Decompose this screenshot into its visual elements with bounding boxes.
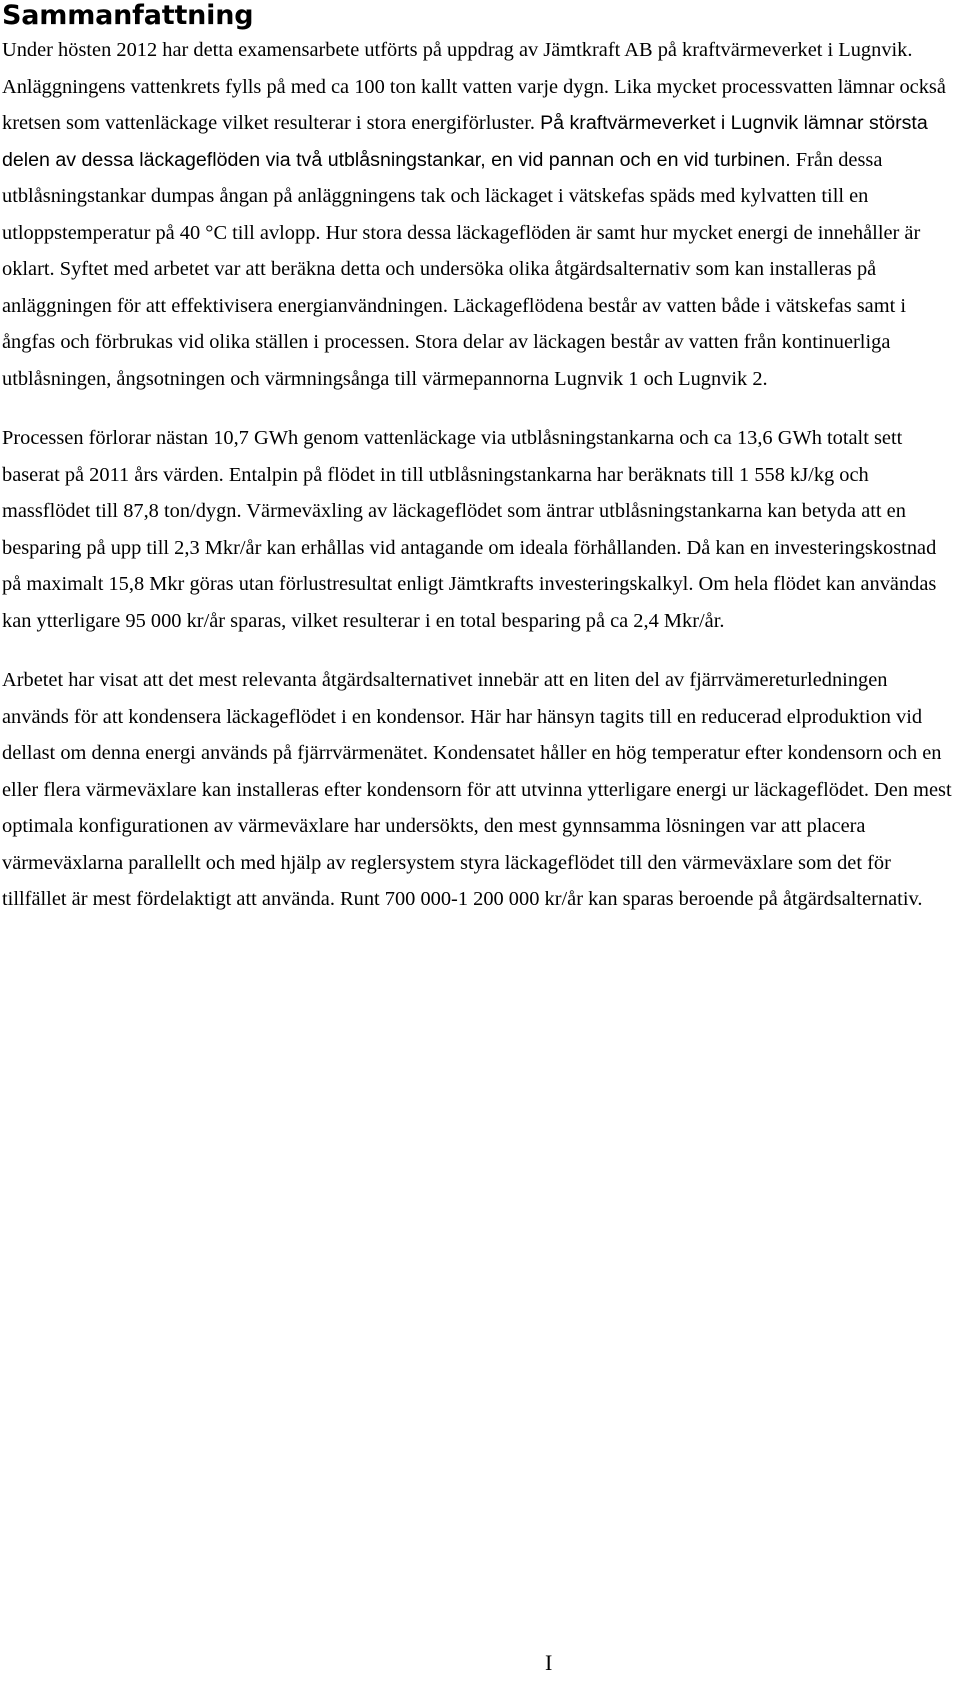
paragraph-1-segment-3: Från dessa utblåsningstankar dumpas ångan på anläggningens tak och läckaget i vätskefas späds med kylvatten till en utloppstemperatur på 40 °C till avlopp. Hur stora dessa läckageflöden är samt hur mycket energi de innehåller är oklart. Syftet med arbetet var att beräkna detta och undersöka olika åtgärdsalternativ som kan installeras på anläggningen för att effektivisera energianvändningen. Läckageflödena består av vatten både i vätskefas samt i ångfas och förbrukas vid olika ställen i processen. Stora delar av läckagen består av vatten från kontinuerliga utblåsningen, ångsotningen och värmningsånga till värmepannorna Lugnvik 1 och Lugnvik 2. — [2, 148, 921, 390]
summary-paragraph-1 — [2, 32, 957, 397]
page-number: I — [545, 1650, 553, 1675]
paragraph-1-segment-2: På kraftvärmeverket i Lugnvik lämnar största delen av dessa läckageflöden via två utblåsningstankar, en vid pannan och en vid turbinen. — [2, 112, 928, 171]
summary-paragraph-3: Arbetet har visat att det mest relevanta åtgärdsalternativet innebär att en liten del av fjärrvämereturledningen används för att kondensera läckageflödet i en kondensor. Här har hänsyn tagits till en reducerad elproduktion vid dellast om denna energi används på fjärrvärmenätet. Kondensatet håller en hög temperatur efter kondensorn och en eller flera värmeväxlare kan installeras efter kondensorn för att utvinna ytterligare energi ur läckageflödet. Den mest optimala konfigurationen av värmeväxlare har undersökts, den mest gynnsamma lösningen var att placera värmeväxlarna parallellt och med hjälp av reglersystem styra läckageflödet till den värmeväxlare som det för tillfället är mest fördelaktigt att använda. Runt 700 000-1 200 000 kr/år kan sparas beroende på åtgärdsalternativ. — [2, 669, 952, 910]
page-title: Sammanfattning — [2, 0, 254, 31]
paragraph-1-segment-1: Under hösten 2012 har detta examensarbete utförts på uppdrag av Jämtkraft AB på kraftvärmeverket i Lugnvik. Anläggningens vattenkrets fylls på med ca 100 ton kallt vatten varje dygn. Lika mycket processvatten lämnar också kretsen som vattenläckage vilket resulterar i stora energiförluster. — [2, 39, 946, 134]
summary-paragraph-2: Processen förlorar nästan 10,7 GWh genom vattenläckage via utblåsningstankarna och ca 13,6 GWh totalt sett baserat på 2011 års värden. Entalpin på flödet in till utblåsningstankarna har beräknats till 1 558 kJ/kg och massflödet till 87,8 ton/dygn. Värmeväxling av läckageflödet som äntrar utblåsningstankarna kan betyda att en besparing på upp till 2,3 Mkr/år kan erhållas vid antagande om ideala förhållanden. Då kan en investeringskostnad på maximalt 15,8 Mkr göras utan förlustresultat enligt Jämtkrafts investeringskalkyl. Om hela flödet kan användas kan ytterligare 95 000 kr/år sparas, vilket resulterar i en total besparing på ca 2,4 Mkr/år. — [2, 427, 937, 632]
